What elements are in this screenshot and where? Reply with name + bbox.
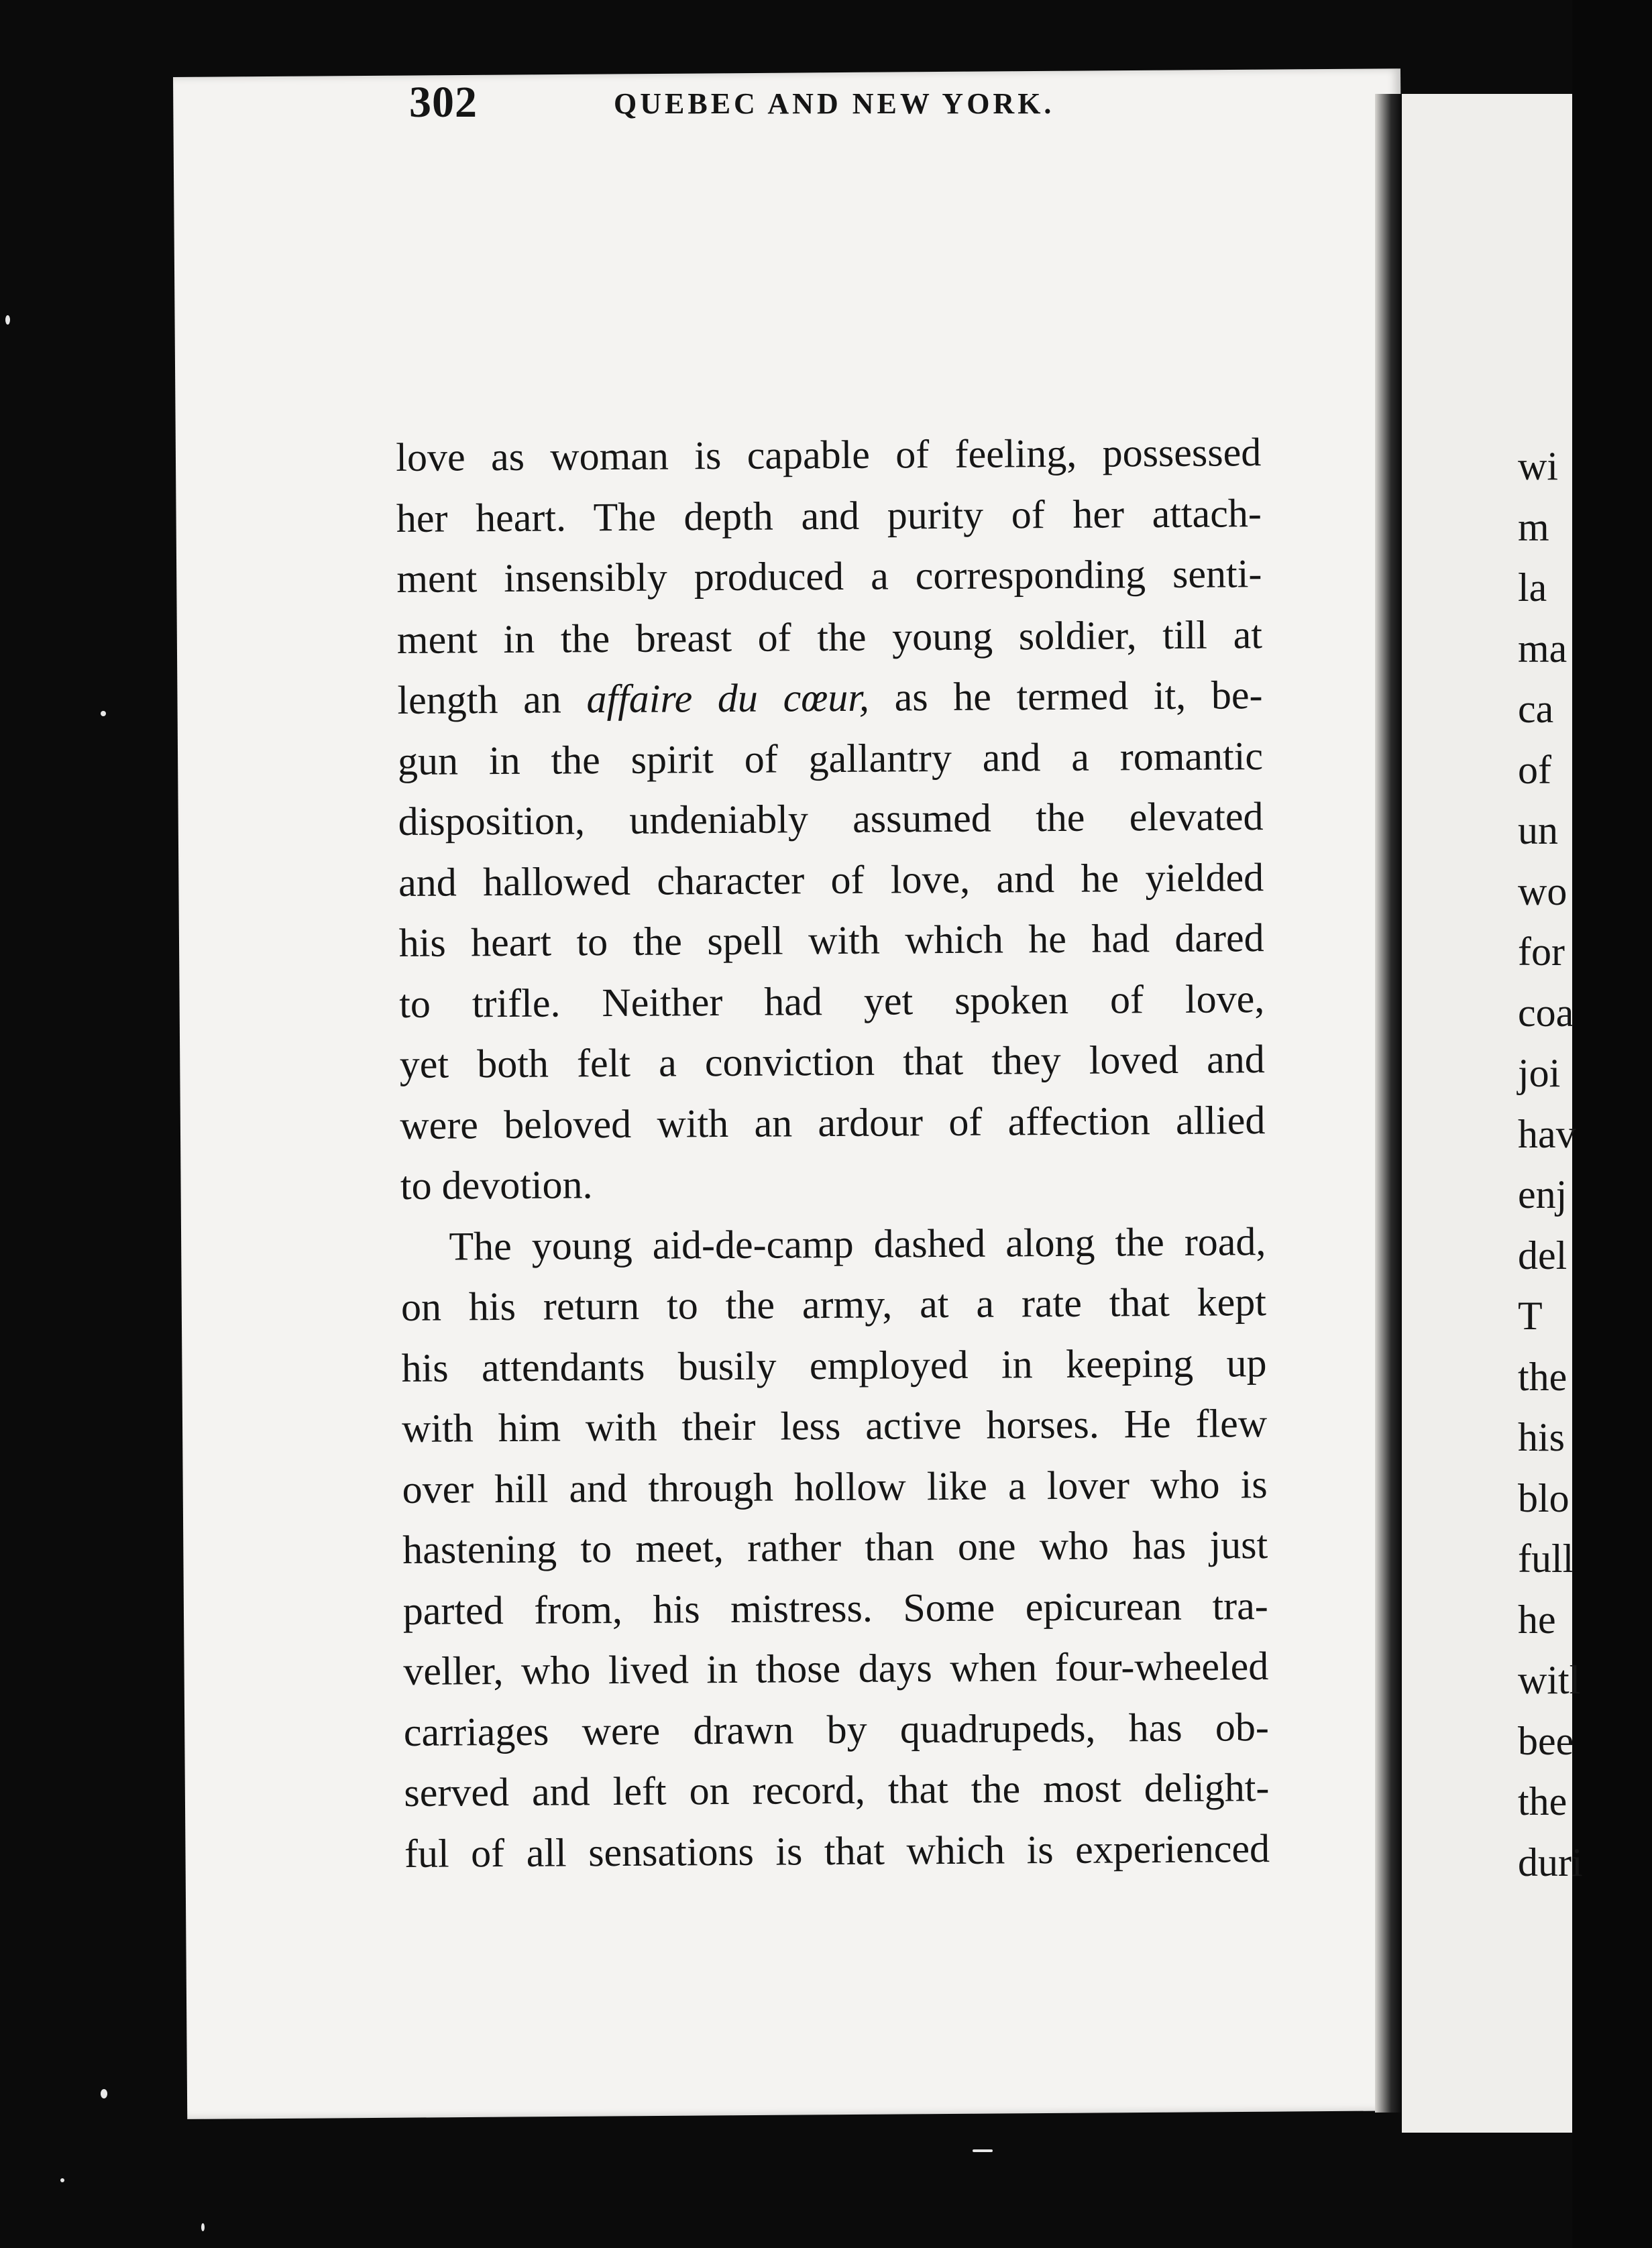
text-line — [399, 968, 1265, 1034]
text-segment: her heart. The depth and purity of her attach- — [396, 490, 1262, 541]
running-title: QUEBEC AND NEW YORK. — [614, 87, 1055, 120]
dust-speck — [973, 2149, 993, 2152]
text-line — [400, 1090, 1266, 1156]
text-segment: ful of all sensations is that which is experienced — [404, 1825, 1270, 1876]
text-segment: on his return to the army, at a rate that kept — [400, 1280, 1267, 1329]
italic-phrase: affaire du cœur, — [586, 675, 870, 722]
text-line — [400, 1029, 1266, 1094]
text-segment: to devotion. — [400, 1162, 593, 1208]
text-line — [400, 1211, 1266, 1277]
text-segment: his heart to the spell with which he had dared — [398, 915, 1264, 965]
text-segment: veller, who lived in those days when four-wheeled — [403, 1644, 1269, 1693]
text-line — [403, 1636, 1269, 1701]
facing-page-fragment: un — [1518, 808, 1558, 852]
dust-speck — [60, 2178, 64, 2182]
facing-page-fragment: ma — [1518, 626, 1567, 671]
text-line — [404, 1697, 1270, 1762]
text-line — [400, 1150, 1266, 1216]
text-line — [397, 604, 1263, 670]
text-segment: hastening to meet, rather than one who has just — [402, 1522, 1268, 1572]
text-segment: gun in the spirit of gallantry and a romantic — [397, 733, 1264, 783]
text-line — [396, 422, 1262, 488]
page-gutter — [1375, 94, 1402, 2113]
text-line — [401, 1272, 1267, 1337]
text-segment: and hallowed character of love, and he yielded — [398, 854, 1264, 905]
text-line — [398, 907, 1264, 973]
facing-page-text — [1518, 436, 1652, 1893]
text-segment: with him with their less active horses. He flew — [401, 1401, 1268, 1451]
text-segment: ment in the breast of the young soldier, till at — [396, 612, 1263, 662]
text-segment: yet both felt a conviction that they loved and — [399, 1037, 1265, 1086]
text-line — [396, 483, 1262, 549]
text-line — [402, 1454, 1268, 1520]
facing-page-fragment: witl — [1518, 1658, 1581, 1702]
text-line — [396, 543, 1262, 609]
facing-page-fragment: bee — [1518, 1718, 1574, 1763]
text-segment: were beloved with an ardour of affection allied — [400, 1097, 1266, 1147]
text-segment: carriages were drawn by quadrupeds, has ob- — [403, 1704, 1270, 1754]
facing-page-fragment: hav — [1518, 1111, 1576, 1156]
text-segment: ment insensibly produced a corresponding senti- — [396, 551, 1262, 601]
facing-page-fragment: T — [1518, 1294, 1543, 1338]
text-segment: parted from, his mistress. Some epicurean tra- — [402, 1583, 1268, 1633]
facing-page-fragment: wi — [1518, 444, 1558, 488]
running-head — [409, 77, 1295, 131]
text-segment: love as woman is capable of feeling, possessed — [396, 430, 1262, 480]
text-line — [398, 726, 1264, 791]
text-line — [398, 847, 1264, 913]
facing-page-fragment: coa — [1518, 990, 1574, 1035]
text-segment: his attendants busily employed in keeping up — [401, 1340, 1267, 1390]
facing-page-fragment: of — [1518, 747, 1551, 792]
text-segment: The young aid-de-camp dashed along the road, — [449, 1219, 1266, 1269]
text-line — [401, 1333, 1267, 1398]
text-line — [404, 1818, 1270, 1884]
facing-page-fragment: wo — [1518, 868, 1567, 913]
facing-page-fragment: for — [1518, 930, 1565, 974]
facing-page-fragment: his — [1518, 1415, 1565, 1459]
body-text — [396, 422, 1270, 1909]
facing-page-fragment: del — [1518, 1233, 1567, 1278]
dust-speck — [5, 315, 10, 325]
text-line — [402, 1393, 1268, 1459]
dust-speck — [201, 2223, 205, 2231]
facing-page-fragment: full — [1518, 1536, 1574, 1581]
facing-page-fragment: the — [1518, 1779, 1567, 1823]
facing-page-fragment: joi — [1518, 1051, 1561, 1095]
facing-page-fragment: he — [1518, 1597, 1556, 1642]
text-segment: served and left on record, that the most delight- — [404, 1765, 1270, 1815]
text-segment: to trifle. Neither had yet spoken of love, — [399, 976, 1265, 1026]
dust-speck — [101, 2089, 107, 2098]
text-line — [404, 1757, 1270, 1823]
text-segment: as he termed it, be- — [869, 673, 1263, 720]
text-line — [397, 665, 1263, 730]
text-line — [402, 1514, 1268, 1580]
facing-page-fragment: the — [1518, 1354, 1567, 1399]
text-line — [403, 1575, 1269, 1641]
facing-page-fragment: ca — [1518, 687, 1554, 731]
facing-page-fragment: duri — [1518, 1840, 1583, 1885]
facing-page-fragment: la — [1518, 565, 1547, 610]
dust-speck — [101, 711, 106, 716]
page-number: 302 — [409, 78, 478, 127]
facing-page-fragment: enj — [1518, 1172, 1567, 1217]
text-segment: length an — [397, 677, 587, 722]
text-segment: over hill and through hollow like a lover who is — [402, 1461, 1268, 1512]
text-segment: disposition, undeniably assumed the elevated — [398, 794, 1264, 844]
facing-page-fragment: blo — [1518, 1475, 1570, 1520]
facing-page-fragment: m — [1518, 504, 1549, 549]
text-line — [398, 786, 1264, 852]
